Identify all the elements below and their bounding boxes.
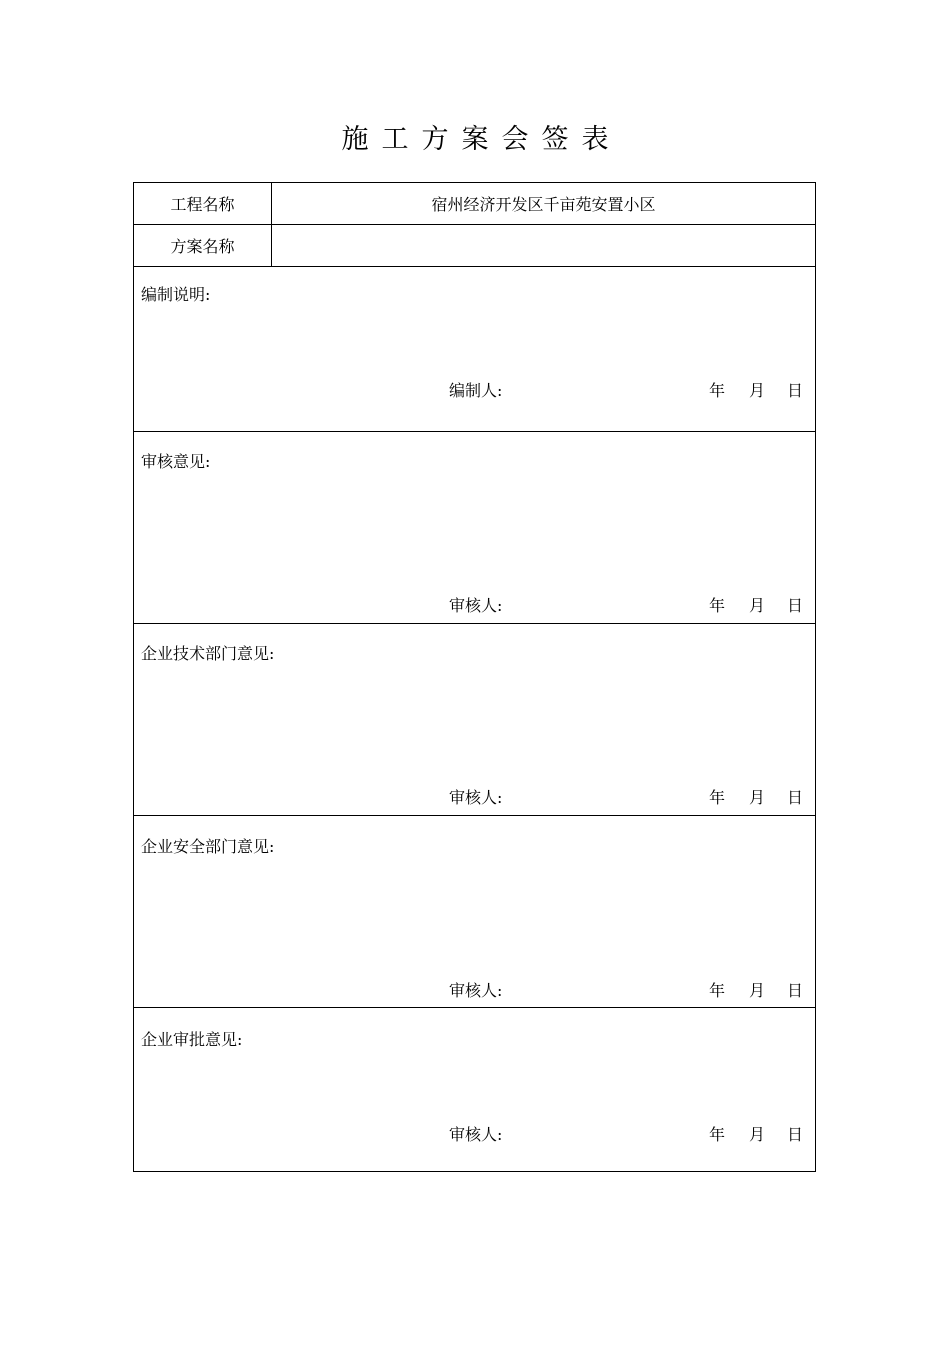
plan-name-row <box>134 225 815 267</box>
month-label: 月 <box>749 1125 766 1144</box>
section-review-opinion[interactable] <box>134 432 815 624</box>
section-label: 企业安全部门意见: <box>141 837 275 856</box>
day-label: 日 <box>787 1125 804 1144</box>
date-fields <box>709 788 803 808</box>
section-label: 企业审批意见: <box>141 1030 243 1049</box>
date-fields <box>709 981 803 1001</box>
year-label: 年 <box>709 788 726 807</box>
plan-name-value[interactable] <box>272 225 815 266</box>
section-label: 审核意见: <box>141 452 211 471</box>
project-name-value[interactable]: 宿州经济开发区千亩苑安置小区 <box>431 195 656 214</box>
project-name-label: 工程名称 <box>134 183 272 224</box>
year-label: 年 <box>709 381 726 400</box>
month-label: 月 <box>749 596 766 615</box>
section-tech-dept-opinion[interactable] <box>134 624 815 816</box>
section-label: 编制说明: <box>141 285 211 304</box>
section-compile-notes[interactable] <box>134 267 815 432</box>
sign-off-form <box>133 182 816 1172</box>
signer-label: 审核人: <box>449 981 503 1000</box>
signer-label: 编制人: <box>449 381 503 400</box>
year-label: 年 <box>709 981 726 1000</box>
day-label: 日 <box>787 788 804 807</box>
date-fields <box>709 1125 803 1145</box>
section-approval-opinion[interactable] <box>134 1008 815 1171</box>
signer-label: 审核人: <box>449 596 503 615</box>
section-label: 企业技术部门意见: <box>141 644 275 663</box>
month-label: 月 <box>749 981 766 1000</box>
day-label: 日 <box>787 596 804 615</box>
date-fields <box>709 596 803 616</box>
year-label: 年 <box>709 1125 726 1144</box>
page-title: 施工方案会签表 <box>341 124 622 155</box>
month-label: 月 <box>749 788 766 807</box>
section-safety-dept-opinion[interactable] <box>134 816 815 1008</box>
project-name-row <box>134 183 815 225</box>
signer-label: 审核人: <box>449 1125 503 1144</box>
year-label: 年 <box>709 596 726 615</box>
date-fields <box>709 381 803 401</box>
day-label: 日 <box>787 381 804 400</box>
month-label: 月 <box>749 381 766 400</box>
plan-name-label: 方案名称 <box>134 225 272 266</box>
day-label: 日 <box>787 981 804 1000</box>
signer-label: 审核人: <box>449 788 503 807</box>
